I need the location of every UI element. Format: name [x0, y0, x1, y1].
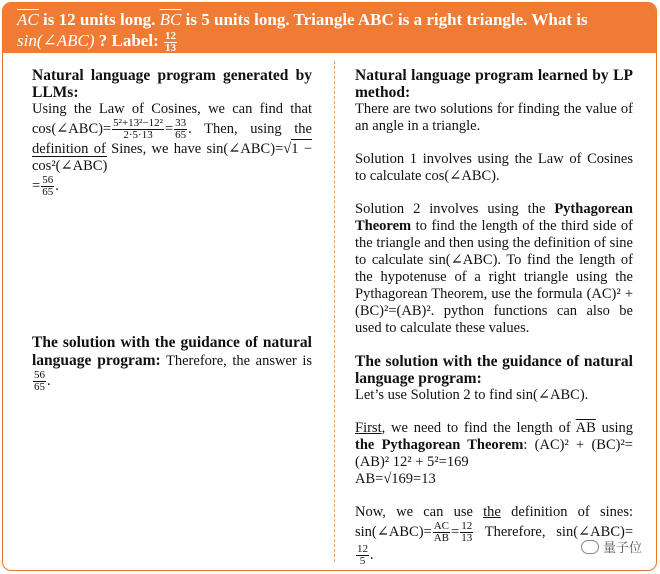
sqrt-expr: 1 − cos²(∠ABC): [32, 141, 312, 174]
label-numerator: 12: [165, 29, 176, 42]
watermark: [581, 537, 642, 556]
now-the: the: [483, 504, 501, 520]
label-denominator: 13: [165, 41, 176, 54]
first-formula: : (AC)² + (BC)²=(AB)² 12² + 5²=169: [355, 437, 633, 470]
wechat-icon: [581, 540, 599, 554]
first-word: First: [355, 420, 382, 436]
final-num: 12: [357, 543, 368, 555]
cos-value-num: 33: [175, 117, 187, 129]
segment-ab: $\overline{AB}$: [575, 420, 596, 436]
sin-value-fraction: [41, 175, 54, 198]
content-card: [2, 2, 657, 571]
header-text-2: is 5 units long. Triangle ABC is a right triangle. What is: [181, 10, 588, 29]
left-title: Natural language program generated by LLMs:: [32, 67, 312, 101]
ratio-fraction: [433, 521, 450, 544]
answer-fraction: [33, 370, 46, 393]
left-text-b: . Then, using the definition of Sines, we have: [32, 120, 312, 157]
ratio-den: AB: [433, 532, 450, 544]
cos-frac-num: 5²+13²−12²: [113, 117, 163, 129]
solution-2: [355, 201, 633, 337]
right-column: [355, 67, 633, 567]
cos-value-fraction: [174, 118, 187, 141]
right-solution-title: The solution with the guidance of natural language program:: [355, 353, 633, 387]
first-step: [355, 420, 633, 488]
question-header: [3, 3, 656, 53]
cos-expr: cos(∠ABC)=: [32, 120, 112, 137]
ab-result: AB=√169=13: [355, 471, 436, 487]
final-den: 5: [359, 555, 366, 567]
answer-den: 65: [34, 381, 45, 393]
cos-value-den: 65: [175, 129, 187, 141]
left-solution-title: The solution with the guidance of natural language program:: [32, 334, 312, 369]
watermark-text: 量子位: [602, 541, 642, 556]
ratio-num: AC: [433, 520, 450, 532]
now-step: [355, 504, 633, 567]
value-num: 12: [461, 520, 473, 532]
first-text-c: using: [595, 420, 634, 436]
left-paragraph: Using the Law of Cosines, we can find that cos(∠ABC)= $\frac{\text{5²+13²−12²}}{2\cdot 5\cdot 13}$ = $\frac{33}{65}$ . Then, using the definition of Sines, we have sin(∠ABC)=√1 − cos²(∠ABC) = $\frac{56}{65}$ .: [32, 101, 312, 198]
answer-num: 56: [34, 369, 45, 381]
sin-value-den: 65: [42, 186, 54, 198]
header-text-1: is 12 units long.: [38, 10, 160, 29]
cos-fraction: [112, 118, 164, 141]
segment-bc: $\overline{BC}$: [159, 10, 182, 29]
right-intro: There are two solutions for finding the value of an angle in a triangle.: [355, 101, 633, 134]
left-solution-text: Therefore, the answer is: [160, 353, 312, 369]
cos-frac-den: 2·5·13: [123, 129, 153, 141]
header-sin-expr: sin(∠ABC): [17, 31, 95, 50]
sin-value-num: 56: [42, 174, 54, 186]
segment-ac: $\overline{AC}$: [17, 10, 39, 29]
header-text-3: ? Label:: [94, 31, 163, 50]
left-column: [32, 67, 312, 393]
value-den: 13: [461, 532, 473, 544]
column-divider: [334, 61, 335, 562]
sin-expr: sin(∠ABC)=: [206, 141, 284, 157]
now-text-c: Therefore, sin(∠ABC)=: [474, 523, 633, 540]
eq-sign: =: [164, 120, 174, 137]
now-text-a: Now, we can use: [355, 504, 484, 520]
left-solution: [32, 334, 312, 393]
period: .: [55, 177, 59, 194]
pythagorean-formula: (AC)² + (BC)²=(AB)²: [355, 286, 633, 319]
sol2-text-b: to find the length of the third side of the triangle and then using the definition of sine to calculate sin(∠ABC). To find the length of the hypotenuse of a right triangle using the Pythagorean Theorem, use the formula: [355, 218, 633, 302]
period-2: .: [47, 372, 51, 389]
solution-1: Solution 1 involves using the Law of Cosines to calculate cos(∠ABC).: [355, 151, 633, 184]
final-fraction: [356, 544, 369, 567]
right-title: Natural language program learned by LP method:: [355, 67, 633, 101]
now-eq: =: [451, 523, 460, 540]
eq-sign-2: =: [32, 177, 41, 194]
period-3: .: [370, 546, 374, 563]
first-text-b: , we need to find the length of: [381, 420, 576, 436]
label-fraction: [164, 31, 177, 54]
value-fraction: [460, 521, 473, 544]
sol2-text-c: . python functions can also be used to calculate these values.: [355, 303, 633, 336]
sol2-text-a: Solution 2 involves using the: [355, 201, 555, 217]
lets-line: Let’s use Solution 2 to find sin(∠ABC).: [355, 387, 589, 403]
now-text-b: definition of sines: sin(∠ABC)=: [355, 504, 633, 540]
left-text-a: Using the Law of Cosines, we can find that: [32, 101, 312, 117]
first-bold: the Pythagorean Theorem: [355, 437, 524, 453]
sol2-bold: Pythagorean Theorem: [355, 201, 633, 234]
